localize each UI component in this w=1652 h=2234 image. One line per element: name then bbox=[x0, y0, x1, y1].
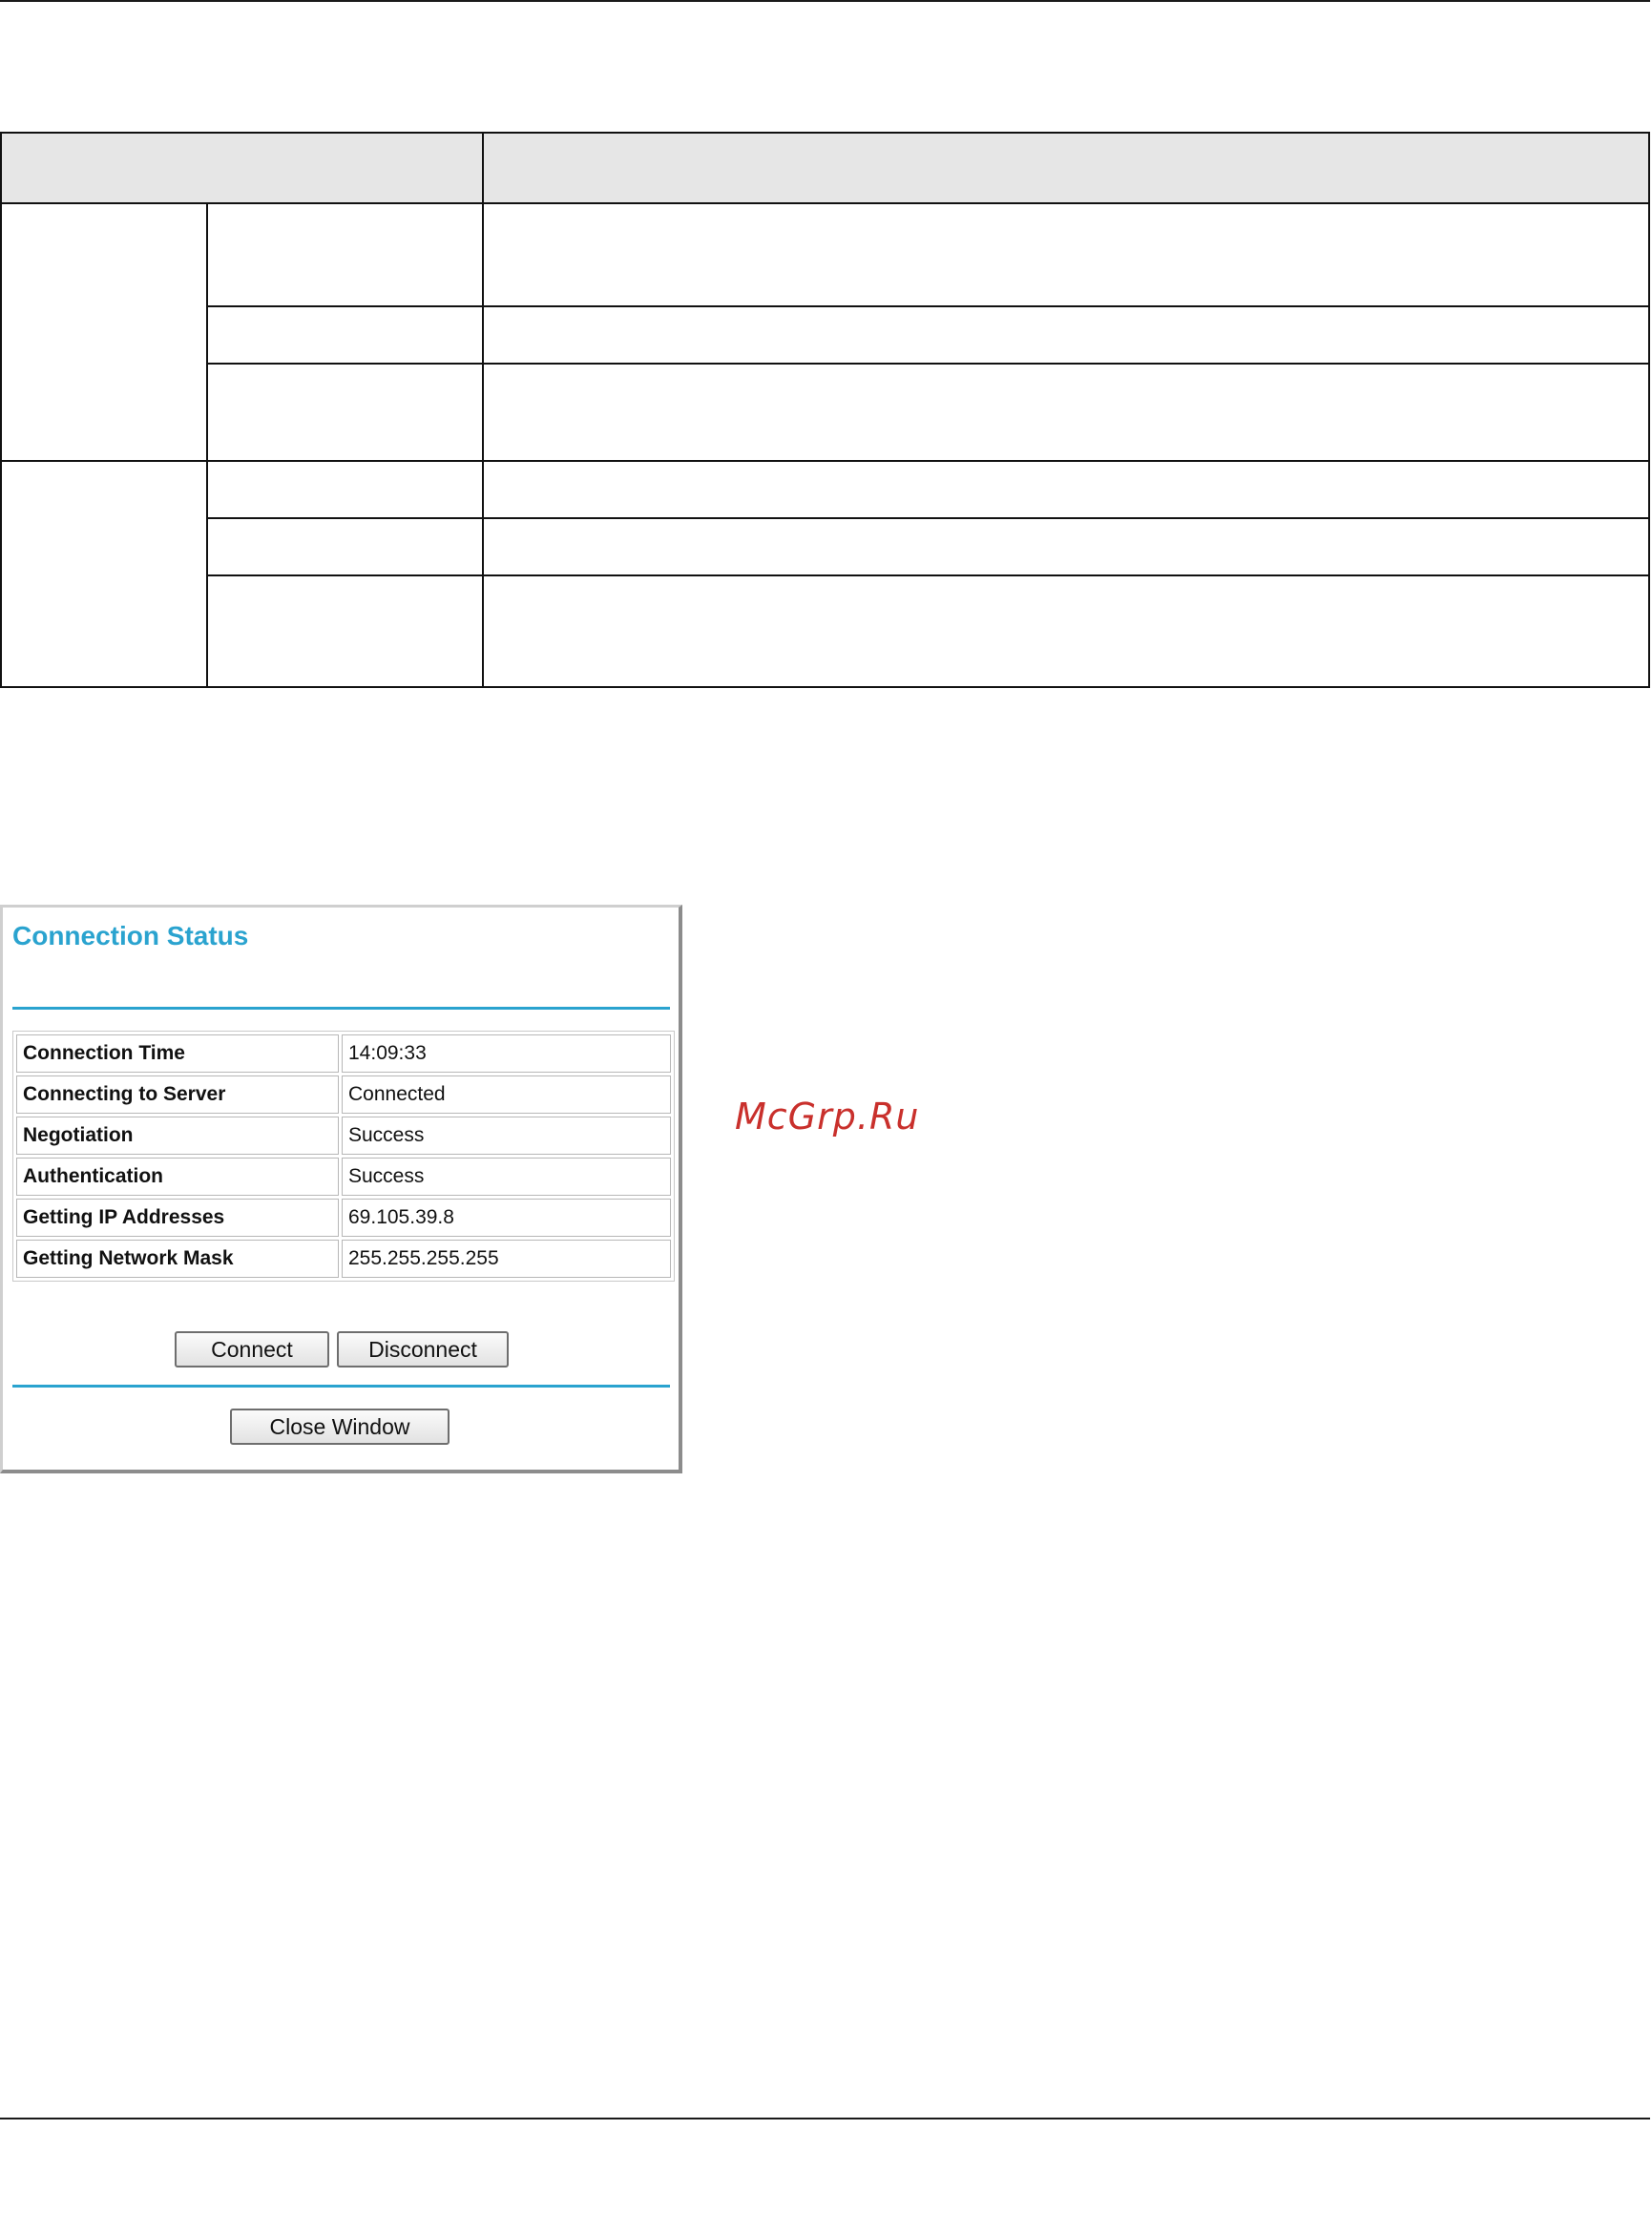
table-row bbox=[16, 1240, 671, 1278]
table-column-divider bbox=[482, 134, 484, 686]
table-row bbox=[16, 1117, 671, 1155]
connection-status-window bbox=[0, 905, 682, 1473]
title-divider bbox=[12, 1007, 670, 1010]
bottom-page-rule bbox=[0, 2118, 1650, 2119]
row-label: Getting Network Mask bbox=[16, 1240, 339, 1278]
window-title: Connection Status bbox=[12, 921, 249, 950]
row-label: Negotiation bbox=[16, 1117, 339, 1155]
row-label: Connecting to Server bbox=[16, 1075, 339, 1114]
disconnect-button[interactable]: Disconnect bbox=[337, 1331, 509, 1368]
table-divider bbox=[208, 517, 1648, 519]
reference-table bbox=[0, 132, 1650, 688]
row-value: 69.105.39.8 bbox=[342, 1199, 671, 1237]
connection-status-table bbox=[12, 1031, 675, 1282]
row-label: Connection Time bbox=[16, 1034, 339, 1073]
watermark-text: McGrp.Ru bbox=[735, 1096, 920, 1138]
table-divider bbox=[2, 460, 1648, 462]
row-value: Success bbox=[342, 1117, 671, 1155]
top-page-rule bbox=[0, 0, 1650, 2]
connect-button[interactable]: Connect bbox=[175, 1331, 329, 1368]
table-divider bbox=[208, 574, 1648, 576]
row-label: Getting IP Addresses bbox=[16, 1199, 339, 1237]
table-row bbox=[16, 1199, 671, 1237]
table-row bbox=[16, 1034, 671, 1073]
table-row bbox=[16, 1075, 671, 1114]
row-value: Connected bbox=[342, 1075, 671, 1114]
row-value: 14:09:33 bbox=[342, 1034, 671, 1073]
close-window-button[interactable]: Close Window bbox=[230, 1409, 450, 1445]
row-label: Authentication bbox=[16, 1158, 339, 1196]
table-column-divider bbox=[206, 204, 208, 686]
table-row bbox=[16, 1158, 671, 1196]
reference-table-header bbox=[2, 134, 1648, 204]
row-value: Success bbox=[342, 1158, 671, 1196]
table-divider bbox=[208, 305, 1648, 307]
table-divider bbox=[208, 363, 1648, 365]
row-value: 255.255.255.255 bbox=[342, 1240, 671, 1278]
button-divider bbox=[12, 1385, 670, 1388]
